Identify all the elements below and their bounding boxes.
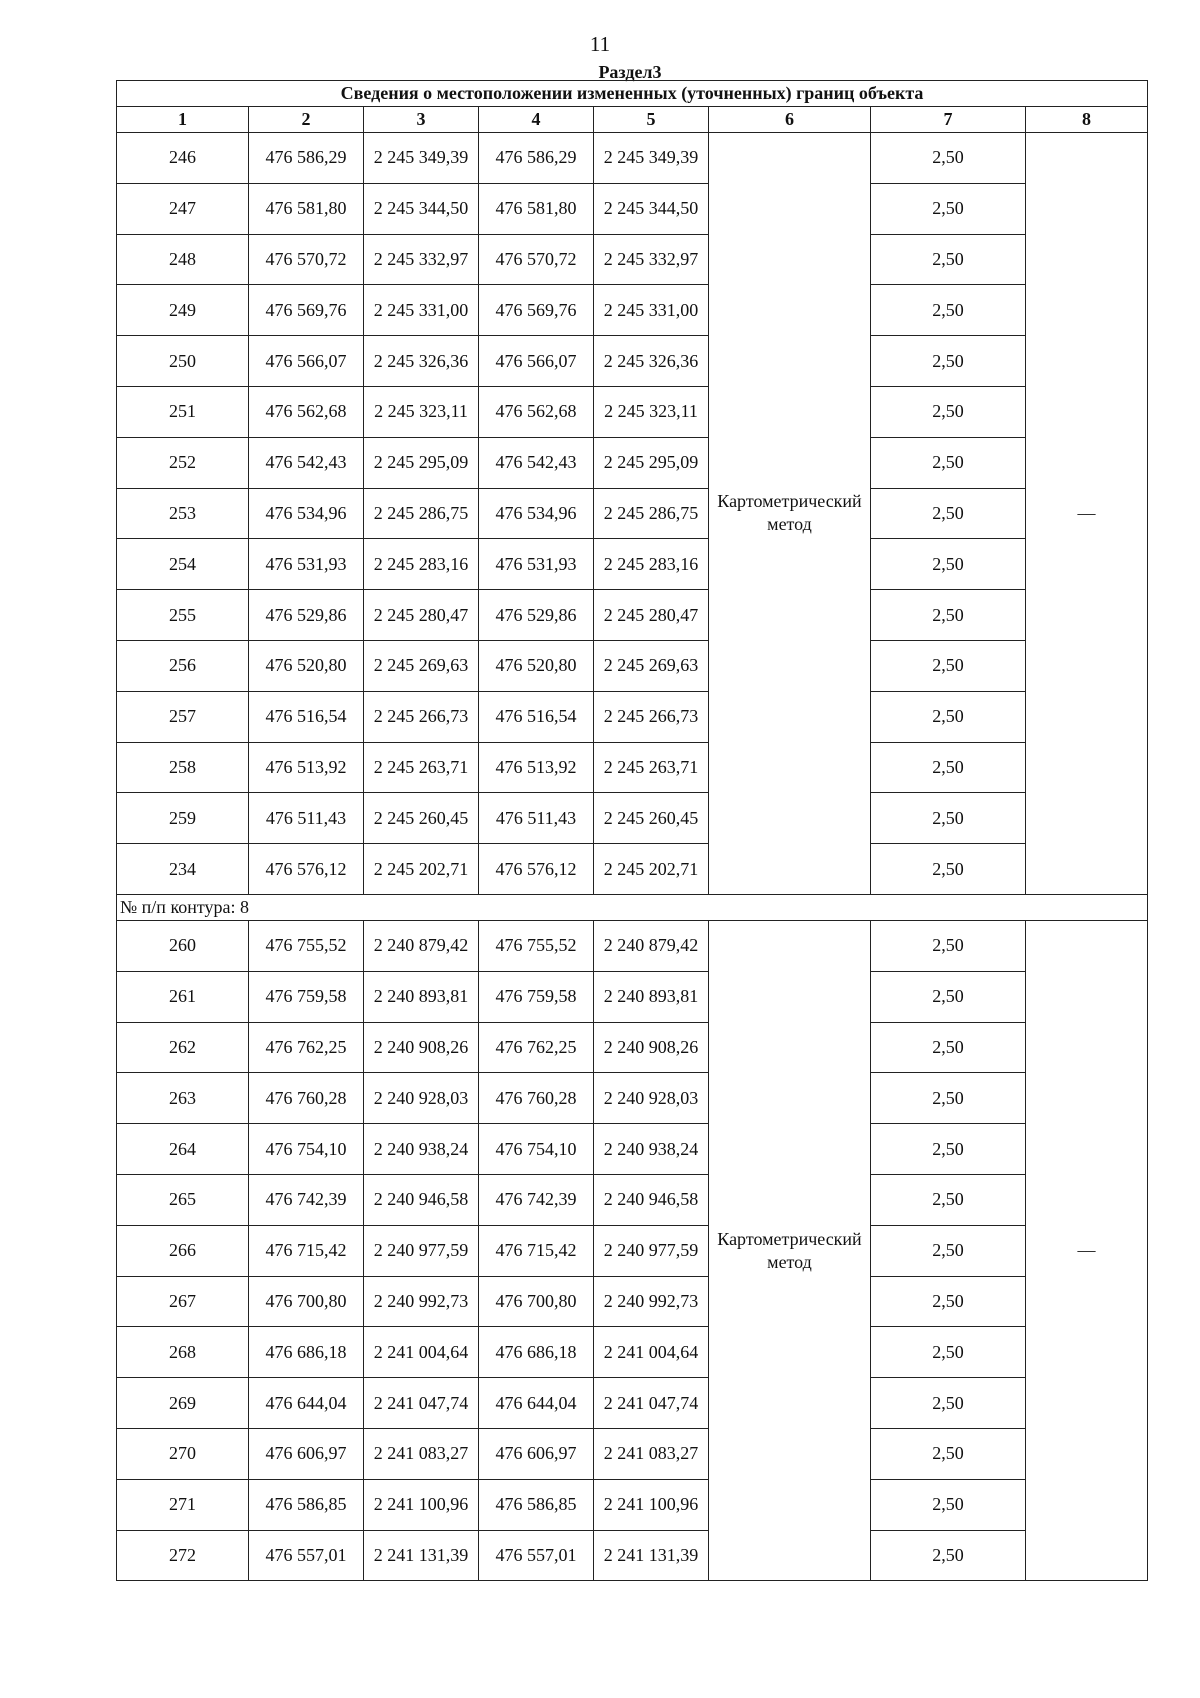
point-number-cell: 257 xyxy=(117,691,249,742)
y-existing-cell: 2 245 349,39 xyxy=(364,133,479,184)
accuracy-cell: 2,50 xyxy=(871,386,1026,437)
x-existing-cell: 476 531,93 xyxy=(249,539,364,590)
section-title: Раздел3 xyxy=(598,62,662,82)
x-new-cell: 476 566,07 xyxy=(479,336,594,387)
y-existing-cell: 2 245 266,73 xyxy=(364,691,479,742)
y-existing-cell: 2 240 946,58 xyxy=(364,1174,479,1225)
y-existing-cell: 2 240 928,03 xyxy=(364,1073,479,1124)
x-existing-cell: 476 511,43 xyxy=(249,793,364,844)
table-row xyxy=(117,285,1148,336)
y-new-cell: 2 245 295,09 xyxy=(594,437,709,488)
accuracy-cell: 2,50 xyxy=(871,234,1026,285)
table-row xyxy=(117,1174,1148,1225)
x-existing-cell: 476 715,42 xyxy=(249,1225,364,1276)
accuracy-cell: 2,50 xyxy=(871,1276,1026,1327)
point-number-cell: 248 xyxy=(117,234,249,285)
column-number: 4 xyxy=(479,107,594,133)
point-number-cell: 253 xyxy=(117,488,249,539)
y-existing-cell: 2 240 992,73 xyxy=(364,1276,479,1327)
y-new-cell: 2 245 269,63 xyxy=(594,640,709,691)
y-existing-cell: 2 245 344,50 xyxy=(364,183,479,234)
y-new-cell: 2 241 004,64 xyxy=(594,1327,709,1378)
table-row xyxy=(117,742,1148,793)
y-new-cell: 2 245 323,11 xyxy=(594,386,709,437)
y-new-cell: 2 245 332,97 xyxy=(594,234,709,285)
table-row xyxy=(117,1225,1148,1276)
x-existing-cell: 476 606,97 xyxy=(249,1428,364,1479)
y-existing-cell: 2 240 893,81 xyxy=(364,971,479,1022)
x-existing-cell: 476 516,54 xyxy=(249,691,364,742)
point-number-cell: 272 xyxy=(117,1530,249,1581)
y-existing-cell: 2 240 879,42 xyxy=(364,920,479,971)
table-row xyxy=(117,1073,1148,1124)
y-existing-cell: 2 241 083,27 xyxy=(364,1428,479,1479)
coordinates-table xyxy=(116,80,1148,1581)
x-new-cell: 476 606,97 xyxy=(479,1428,594,1479)
x-existing-cell: 476 576,12 xyxy=(249,844,364,895)
y-existing-cell: 2 245 331,00 xyxy=(364,285,479,336)
accuracy-cell: 2,50 xyxy=(871,1124,1026,1175)
x-existing-cell: 476 762,25 xyxy=(249,1022,364,1073)
y-existing-cell: 2 245 202,71 xyxy=(364,844,479,895)
y-existing-cell: 2 241 100,96 xyxy=(364,1479,479,1530)
y-new-cell: 2 245 263,71 xyxy=(594,742,709,793)
table-row xyxy=(117,920,1148,971)
table-row xyxy=(117,1124,1148,1175)
accuracy-cell: 2,50 xyxy=(871,793,1026,844)
column-number: 8 xyxy=(1026,107,1148,133)
accuracy-cell: 2,50 xyxy=(871,488,1026,539)
point-number-cell: 259 xyxy=(117,793,249,844)
x-new-cell: 476 586,85 xyxy=(479,1479,594,1530)
accuracy-cell: 2,50 xyxy=(871,1073,1026,1124)
x-existing-cell: 476 520,80 xyxy=(249,640,364,691)
contour-row xyxy=(117,894,1148,920)
y-existing-cell: 2 245 323,11 xyxy=(364,386,479,437)
contour-label: № п/п контура: 8 xyxy=(117,894,1148,920)
method-cell: Картометрический метод xyxy=(709,920,871,1580)
x-new-cell: 476 569,76 xyxy=(479,285,594,336)
x-new-cell: 476 520,80 xyxy=(479,640,594,691)
point-number-cell: 267 xyxy=(117,1276,249,1327)
point-number-cell: 260 xyxy=(117,920,249,971)
y-new-cell: 2 240 908,26 xyxy=(594,1022,709,1073)
x-new-cell: 476 562,68 xyxy=(479,386,594,437)
x-new-cell: 476 529,86 xyxy=(479,590,594,641)
table-row xyxy=(117,1530,1148,1581)
table-row xyxy=(117,640,1148,691)
accuracy-cell: 2,50 xyxy=(871,1479,1026,1530)
y-new-cell: 2 241 100,96 xyxy=(594,1479,709,1530)
table-row xyxy=(117,590,1148,641)
x-existing-cell: 476 542,43 xyxy=(249,437,364,488)
x-existing-cell: 476 566,07 xyxy=(249,336,364,387)
y-new-cell: 2 240 938,24 xyxy=(594,1124,709,1175)
y-new-cell: 2 240 992,73 xyxy=(594,1276,709,1327)
y-new-cell: 2 240 946,58 xyxy=(594,1174,709,1225)
method-cell: Картометрический метод xyxy=(709,133,871,895)
table-row xyxy=(117,793,1148,844)
x-new-cell: 476 581,80 xyxy=(479,183,594,234)
x-new-cell: 476 700,80 xyxy=(479,1276,594,1327)
table-row xyxy=(117,386,1148,437)
column-number: 5 xyxy=(594,107,709,133)
y-new-cell: 2 240 879,42 xyxy=(594,920,709,971)
accuracy-cell: 2,50 xyxy=(871,590,1026,641)
mark-cell: — xyxy=(1026,133,1148,895)
y-new-cell: 2 241 047,74 xyxy=(594,1378,709,1429)
accuracy-cell: 2,50 xyxy=(871,183,1026,234)
point-number-cell: 251 xyxy=(117,386,249,437)
point-number-cell: 268 xyxy=(117,1327,249,1378)
y-existing-cell: 2 245 263,71 xyxy=(364,742,479,793)
x-new-cell: 476 570,72 xyxy=(479,234,594,285)
x-existing-cell: 476 586,29 xyxy=(249,133,364,184)
x-new-cell: 476 644,04 xyxy=(479,1378,594,1429)
x-new-cell: 476 715,42 xyxy=(479,1225,594,1276)
y-existing-cell: 2 240 908,26 xyxy=(364,1022,479,1073)
column-number: 7 xyxy=(871,107,1026,133)
y-existing-cell: 2 240 977,59 xyxy=(364,1225,479,1276)
y-new-cell: 2 240 928,03 xyxy=(594,1073,709,1124)
x-existing-cell: 476 759,58 xyxy=(249,971,364,1022)
y-new-cell: 2 245 266,73 xyxy=(594,691,709,742)
table-row xyxy=(117,691,1148,742)
point-number-cell: 252 xyxy=(117,437,249,488)
y-existing-cell: 2 240 938,24 xyxy=(364,1124,479,1175)
y-new-cell: 2 245 326,36 xyxy=(594,336,709,387)
x-existing-cell: 476 569,76 xyxy=(249,285,364,336)
y-new-cell: 2 245 280,47 xyxy=(594,590,709,641)
point-number-cell: 250 xyxy=(117,336,249,387)
x-new-cell: 476 513,92 xyxy=(479,742,594,793)
x-new-cell: 476 754,10 xyxy=(479,1124,594,1175)
y-existing-cell: 2 241 047,74 xyxy=(364,1378,479,1429)
point-number-cell: 270 xyxy=(117,1428,249,1479)
table-row xyxy=(117,844,1148,895)
y-new-cell: 2 245 202,71 xyxy=(594,844,709,895)
point-number-cell: 254 xyxy=(117,539,249,590)
y-existing-cell: 2 245 295,09 xyxy=(364,437,479,488)
point-number-cell: 269 xyxy=(117,1378,249,1429)
table-row xyxy=(117,133,1148,184)
accuracy-cell: 2,50 xyxy=(871,1225,1026,1276)
accuracy-cell: 2,50 xyxy=(871,1428,1026,1479)
accuracy-cell: 2,50 xyxy=(871,336,1026,387)
y-existing-cell: 2 245 332,97 xyxy=(364,234,479,285)
point-number-cell: 263 xyxy=(117,1073,249,1124)
accuracy-cell: 2,50 xyxy=(871,285,1026,336)
point-number-cell: 234 xyxy=(117,844,249,895)
accuracy-cell: 2,50 xyxy=(871,640,1026,691)
table-caption: Сведения о местоположении измененных (уточненных) границ объекта xyxy=(117,81,1148,107)
x-new-cell: 476 759,58 xyxy=(479,971,594,1022)
accuracy-cell: 2,50 xyxy=(871,742,1026,793)
x-new-cell: 476 516,54 xyxy=(479,691,594,742)
point-number-cell: 265 xyxy=(117,1174,249,1225)
accuracy-cell: 2,50 xyxy=(871,971,1026,1022)
x-new-cell: 476 742,39 xyxy=(479,1174,594,1225)
y-new-cell: 2 245 286,75 xyxy=(594,488,709,539)
point-number-cell: 261 xyxy=(117,971,249,1022)
x-existing-cell: 476 644,04 xyxy=(249,1378,364,1429)
accuracy-cell: 2,50 xyxy=(871,1530,1026,1581)
x-new-cell: 476 557,01 xyxy=(479,1530,594,1581)
y-new-cell: 2 245 260,45 xyxy=(594,793,709,844)
x-existing-cell: 476 754,10 xyxy=(249,1124,364,1175)
table-row xyxy=(117,1022,1148,1073)
y-existing-cell: 2 245 283,16 xyxy=(364,539,479,590)
x-new-cell: 476 586,29 xyxy=(479,133,594,184)
x-existing-cell: 476 586,85 xyxy=(249,1479,364,1530)
x-new-cell: 476 542,43 xyxy=(479,437,594,488)
column-number-row xyxy=(117,107,1148,133)
column-number: 2 xyxy=(249,107,364,133)
x-existing-cell: 476 755,52 xyxy=(249,920,364,971)
y-new-cell: 2 241 131,39 xyxy=(594,1530,709,1581)
table-body xyxy=(117,133,1148,1581)
point-number-cell: 256 xyxy=(117,640,249,691)
x-existing-cell: 476 742,39 xyxy=(249,1174,364,1225)
x-existing-cell: 476 700,80 xyxy=(249,1276,364,1327)
y-new-cell: 2 241 083,27 xyxy=(594,1428,709,1479)
x-existing-cell: 476 760,28 xyxy=(249,1073,364,1124)
x-existing-cell: 476 557,01 xyxy=(249,1530,364,1581)
table-row xyxy=(117,437,1148,488)
point-number-cell: 271 xyxy=(117,1479,249,1530)
accuracy-cell: 2,50 xyxy=(871,1327,1026,1378)
table-row xyxy=(117,1378,1148,1429)
x-existing-cell: 476 686,18 xyxy=(249,1327,364,1378)
x-new-cell: 476 531,93 xyxy=(479,539,594,590)
point-number-cell: 246 xyxy=(117,133,249,184)
y-existing-cell: 2 245 269,63 xyxy=(364,640,479,691)
y-new-cell: 2 245 349,39 xyxy=(594,133,709,184)
point-number-cell: 255 xyxy=(117,590,249,641)
y-existing-cell: 2 245 280,47 xyxy=(364,590,479,641)
mark-cell: — xyxy=(1026,920,1148,1580)
page-number: 11 xyxy=(589,32,611,56)
accuracy-cell: 2,50 xyxy=(871,539,1026,590)
accuracy-cell: 2,50 xyxy=(871,1174,1026,1225)
table-row xyxy=(117,1479,1148,1530)
accuracy-cell: 2,50 xyxy=(871,691,1026,742)
table-row xyxy=(117,539,1148,590)
x-existing-cell: 476 570,72 xyxy=(249,234,364,285)
x-new-cell: 476 762,25 xyxy=(479,1022,594,1073)
point-number-cell: 258 xyxy=(117,742,249,793)
y-existing-cell: 2 245 260,45 xyxy=(364,793,479,844)
x-new-cell: 476 534,96 xyxy=(479,488,594,539)
table-row xyxy=(117,234,1148,285)
accuracy-cell: 2,50 xyxy=(871,437,1026,488)
y-new-cell: 2 245 283,16 xyxy=(594,539,709,590)
table-row xyxy=(117,183,1148,234)
table-row xyxy=(117,971,1148,1022)
accuracy-cell: 2,50 xyxy=(871,133,1026,184)
y-existing-cell: 2 245 286,75 xyxy=(364,488,479,539)
point-number-cell: 247 xyxy=(117,183,249,234)
x-existing-cell: 476 581,80 xyxy=(249,183,364,234)
x-new-cell: 476 755,52 xyxy=(479,920,594,971)
x-new-cell: 476 760,28 xyxy=(479,1073,594,1124)
x-new-cell: 476 511,43 xyxy=(479,793,594,844)
y-existing-cell: 2 241 004,64 xyxy=(364,1327,479,1378)
table-row xyxy=(117,1276,1148,1327)
table-row xyxy=(117,488,1148,539)
accuracy-cell: 2,50 xyxy=(871,844,1026,895)
x-existing-cell: 476 529,86 xyxy=(249,590,364,641)
accuracy-cell: 2,50 xyxy=(871,1378,1026,1429)
x-existing-cell: 476 562,68 xyxy=(249,386,364,437)
y-new-cell: 2 245 344,50 xyxy=(594,183,709,234)
table-row xyxy=(117,1327,1148,1378)
y-new-cell: 2 240 977,59 xyxy=(594,1225,709,1276)
column-number: 6 xyxy=(709,107,871,133)
x-new-cell: 476 576,12 xyxy=(479,844,594,895)
accuracy-cell: 2,50 xyxy=(871,1022,1026,1073)
column-number: 3 xyxy=(364,107,479,133)
y-existing-cell: 2 245 326,36 xyxy=(364,336,479,387)
table-row xyxy=(117,1428,1148,1479)
point-number-cell: 249 xyxy=(117,285,249,336)
x-existing-cell: 476 534,96 xyxy=(249,488,364,539)
column-number: 1 xyxy=(117,107,249,133)
accuracy-cell: 2,50 xyxy=(871,920,1026,971)
y-existing-cell: 2 241 131,39 xyxy=(364,1530,479,1581)
x-existing-cell: 476 513,92 xyxy=(249,742,364,793)
x-new-cell: 476 686,18 xyxy=(479,1327,594,1378)
table-row xyxy=(117,336,1148,387)
point-number-cell: 262 xyxy=(117,1022,249,1073)
y-new-cell: 2 245 331,00 xyxy=(594,285,709,336)
point-number-cell: 266 xyxy=(117,1225,249,1276)
point-number-cell: 264 xyxy=(117,1124,249,1175)
y-new-cell: 2 240 893,81 xyxy=(594,971,709,1022)
